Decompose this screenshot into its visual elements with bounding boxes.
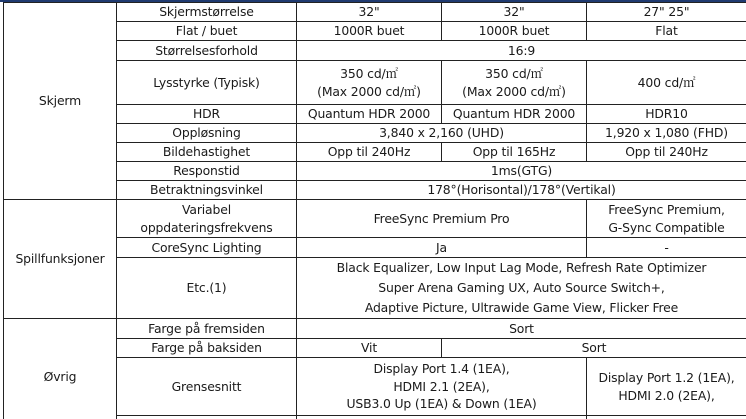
cell-value: 1000R buet	[442, 22, 587, 41]
cell-value: 400 cd/㎡	[587, 61, 746, 105]
cell-value: 16:9	[297, 41, 746, 61]
cell-line: G-Sync Compatible	[608, 219, 725, 235]
cell-line: 350 cd/㎡	[340, 65, 398, 81]
cell-value: Flat	[587, 22, 746, 41]
row-label: Etc.(1)	[117, 258, 297, 319]
row-label: Farge på fremsiden	[117, 319, 297, 339]
cell-value: HDR10	[587, 105, 746, 124]
cell-value: 32"	[297, 3, 442, 22]
cell-value	[297, 258, 746, 319]
cell-value: 178°(Horisontal)/178°(Vertikal)	[297, 181, 746, 200]
table-row	[4, 3, 746, 22]
cell-line: HDMI 2.1 (2EA),	[393, 378, 490, 394]
row-label: Flat / buet	[117, 22, 297, 41]
row-label	[117, 200, 297, 238]
row-label	[117, 416, 297, 419]
cell-value: 32"	[442, 3, 587, 22]
cell-value: Opp til 240Hz	[587, 143, 746, 162]
section-display: Skjerm	[4, 3, 117, 200]
row-label: Størrelsesforhold	[117, 41, 297, 61]
row-label: Grensesnitt	[117, 358, 297, 416]
section-other: Øvrig	[4, 319, 117, 419]
spec-table	[3, 2, 746, 419]
cell-line: Black Equalizer, Low Input Lag Mode, Refresh Rate Optimizer	[336, 260, 707, 275]
cell-value: Vit	[297, 339, 442, 358]
cell-value	[587, 416, 746, 419]
row-label: HDR	[117, 105, 297, 124]
cell-value: Ja	[297, 238, 587, 258]
cell-value: 1,920 x 1,080 (FHD)	[587, 124, 746, 143]
cell-value: 1000R buet	[297, 22, 442, 41]
cell-value: -	[587, 238, 746, 258]
cell-line: HDMI 2.0 (2EA),	[618, 387, 715, 403]
row-label: Skjermstørrelse	[117, 3, 297, 22]
cell-value: Opp til 165Hz	[442, 143, 587, 162]
row-label: Farge på baksiden	[117, 339, 297, 358]
cell-line: Adaptive Picture, Ultrawide Game View, Flicker Free	[364, 300, 679, 315]
cell-value: Opp til 240Hz	[297, 143, 442, 162]
cell-value: Quantum HDR 2000	[442, 105, 587, 124]
cell-value	[587, 358, 746, 416]
row-label: Betraktningsvinkel	[117, 181, 297, 200]
label-line: Variabel	[182, 202, 231, 217]
cell-value: FreeSync Premium Pro	[297, 200, 587, 238]
cell-line: 350 cd/㎡	[485, 65, 543, 81]
cell-value	[297, 416, 587, 419]
label-line: oppdateringsfrekvens	[140, 219, 273, 235]
cell-value: 1ms(GTG)	[297, 162, 746, 181]
table-row	[4, 319, 746, 339]
cell-line: Display Port 1.2 (1EA),	[598, 370, 735, 385]
row-label: Bildehastighet	[117, 143, 297, 162]
cell-value	[442, 61, 587, 105]
cell-line: Display Port 1.4 (1EA),	[373, 361, 510, 377]
cell-value	[297, 358, 587, 416]
cell-line: (Max 2000 cd/㎡)	[462, 83, 566, 99]
row-label: Lysstyrke (Typisk)	[117, 61, 297, 105]
row-label: Oppløsning	[117, 124, 297, 143]
cell-value: 3,840 x 2,160 (UHD)	[297, 124, 587, 143]
row-label: Responstid	[117, 162, 297, 181]
section-gaming: Spillfunksjoner	[4, 200, 117, 319]
cell-value: 27" 25"	[587, 3, 746, 22]
cell-line: Super Arena Gaming UX, Auto Source Switch+,	[378, 280, 665, 295]
cell-line: (Max 2000 cd/㎡)	[317, 83, 421, 99]
row-label: CoreSync Lighting	[117, 238, 297, 258]
table-row	[4, 200, 746, 238]
cell-line: FreeSync Premium,	[608, 202, 725, 217]
cell-line: USB3.0 Up (1EA) & Down (1EA)	[346, 396, 537, 412]
cell-value: Sort	[297, 319, 746, 339]
cell-value	[587, 200, 746, 238]
cell-value: Quantum HDR 2000	[297, 105, 442, 124]
cell-value: Sort	[442, 339, 746, 358]
cell-value	[297, 61, 442, 105]
